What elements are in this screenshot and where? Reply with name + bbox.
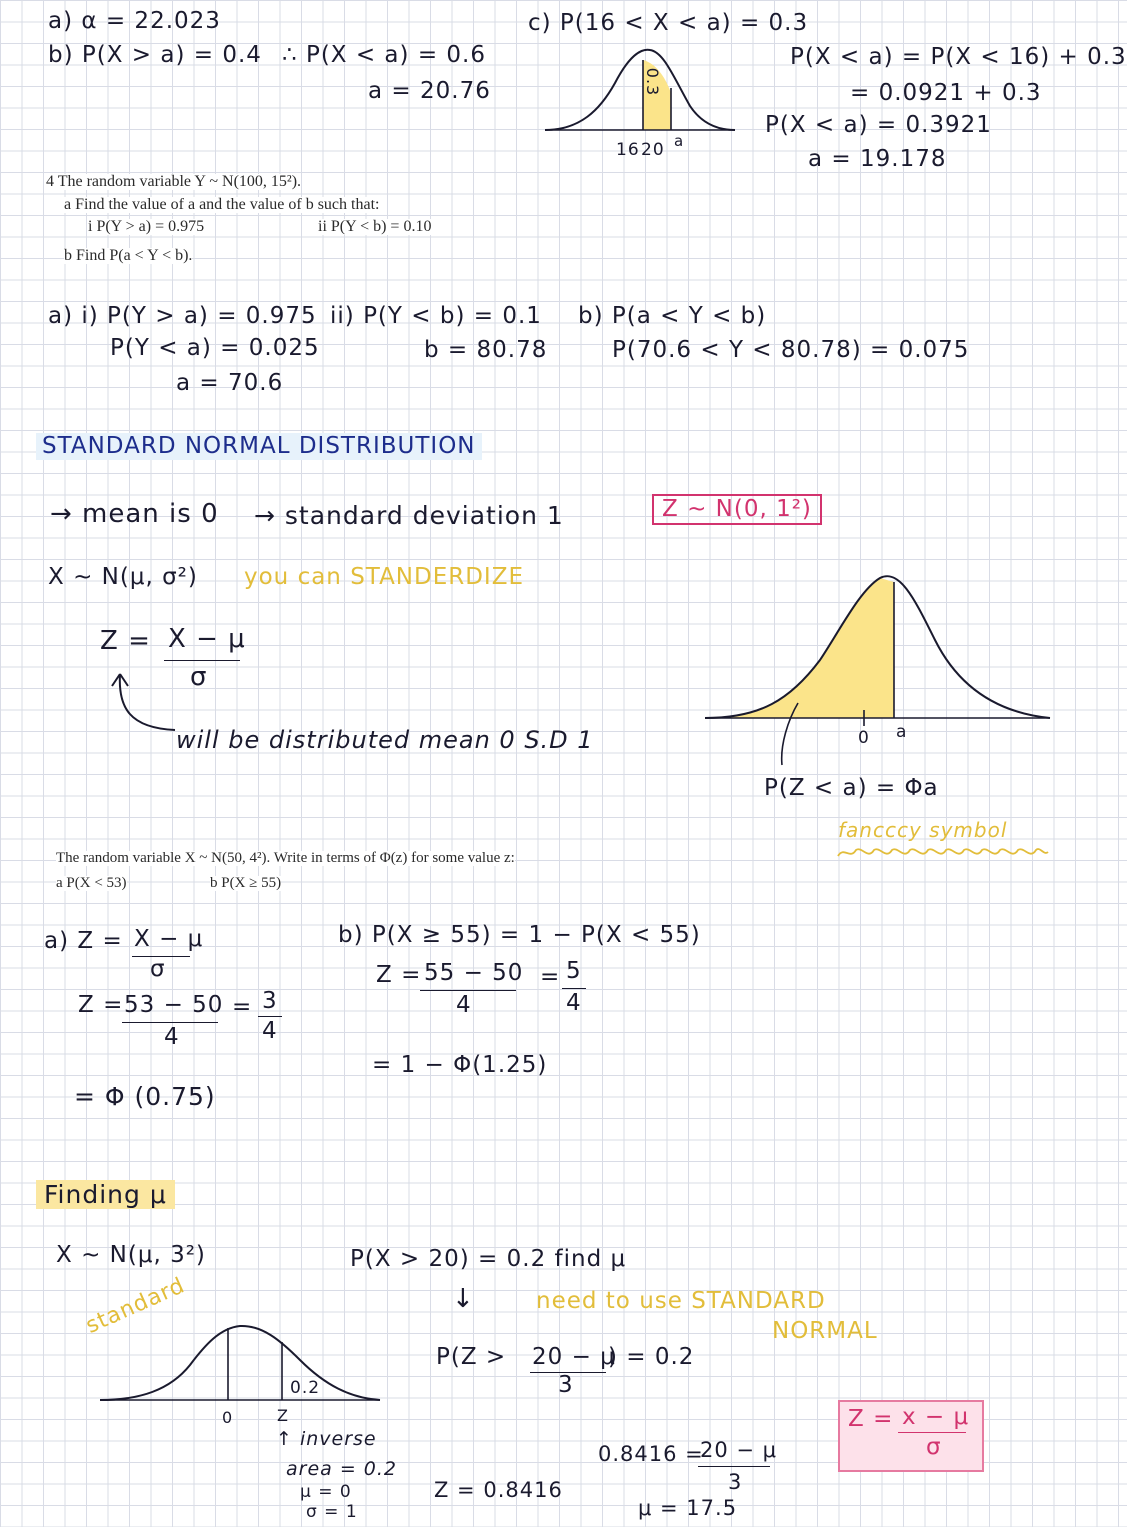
snd-standardize-left: X ~ N(μ, σ²) xyxy=(48,564,198,590)
a4-aii-2: b = 80.78 xyxy=(424,337,548,363)
finding-mu-inverse-1: ↑ inverse xyxy=(276,1428,377,1450)
top-b-therefore: ∴ P(X < a) = 0.6 xyxy=(282,42,486,68)
aphi-a-eq: = xyxy=(232,994,253,1020)
finding-mu-solve-fraction-bar xyxy=(698,1466,770,1467)
finding-mu-graph-02: 0.2 xyxy=(290,1378,321,1398)
snd-z-fraction-bar xyxy=(164,660,240,661)
aphi-b-denominator: 4 xyxy=(456,992,472,1018)
snd-phi-line: P(Z < a) = Φa xyxy=(764,775,939,801)
a4-ai-2: P(Y < a) = 0.025 xyxy=(110,335,320,361)
bell-curve-part-c-outline xyxy=(545,50,735,130)
a4-b-1: b) P(a < Y < b) xyxy=(578,303,767,329)
q4-part-b: b Find P(a < Y < b). xyxy=(64,247,193,264)
finding-mu-bell-curve xyxy=(90,1310,390,1410)
finding-mu-inverse-4: σ = 1 xyxy=(306,1502,358,1522)
finding-mu-p-z-denominator: 3 xyxy=(558,1372,574,1398)
aphi-a-z: Z = xyxy=(78,992,124,1018)
qphi-part-b: b P(X ≥ 55) xyxy=(210,875,282,891)
top-a-line: a) α = 22.023 xyxy=(48,8,221,34)
finding-mu-arrow: ↓ xyxy=(452,1284,475,1314)
q4-part-a: a Find the value of a and the value of b such that: xyxy=(64,196,380,213)
finding-mu-p-line: P(X > 20) = 0.2 find μ xyxy=(350,1246,627,1272)
aphi-b-z: Z = xyxy=(376,962,422,988)
top-c-line: c) P(16 < X < a) = 0.3 xyxy=(528,10,809,36)
top-c-step2: = 0.0921 + 0.3 xyxy=(850,80,1042,106)
finding-mu-inverse-2: area = 0.2 xyxy=(286,1458,398,1480)
aphi-a-fraction-bar3 xyxy=(258,1016,282,1017)
aphi-a-numerator2: 53 − 50 xyxy=(124,992,224,1018)
aphi-b-line1: b) P(X ≥ 55) = 1 − P(X < 55) xyxy=(338,922,701,948)
finding-mu-need-note-2: NORMAL xyxy=(772,1318,878,1344)
snd-standardize-right: you can STANDERDIZE xyxy=(244,564,525,590)
aphi-b-numerator: 55 − 50 xyxy=(424,960,524,986)
finding-mu-standard-label: standard xyxy=(82,1273,189,1339)
finding-mu-z-value: Z = 0.8416 xyxy=(434,1478,563,1502)
snd-graph-0: 0 xyxy=(858,728,870,748)
snd-sd-note: → standard deviation 1 xyxy=(254,501,564,530)
finding-mu-solve-numerator: 20 − μ xyxy=(700,1438,778,1462)
snd-distributed-note: will be distributed mean 0 S.D 1 xyxy=(176,726,594,754)
snd-mean-note: → mean is 0 xyxy=(50,499,219,529)
a4-b-2: P(70.6 < Y < 80.78) = 0.075 xyxy=(612,337,970,363)
finding-mu-heading: Finding μ xyxy=(36,1180,175,1209)
finding-mu-graph-0: 0 xyxy=(222,1408,234,1427)
aphi-a-numerator3: 3 xyxy=(262,988,278,1014)
aphi-b-denominator2: 4 xyxy=(566,990,582,1016)
finding-mu-graph-z: Z xyxy=(277,1406,289,1425)
aphi-a-fraction-bar2 xyxy=(122,1022,218,1023)
bell-curve-part-c-area-label: 0.3 xyxy=(643,67,663,97)
top-b-result: a = 20.76 xyxy=(368,78,491,104)
snd-z-denominator: σ xyxy=(190,662,208,692)
qphi-stem: The random variable X ~ N(50, 4²). Write in terms of Φ(z) for some value z: xyxy=(56,850,515,866)
q4-part-ai: i P(Y > a) = 0.975 xyxy=(88,218,205,235)
finding-mu-formula-numerator: x − μ xyxy=(902,1404,970,1430)
top-b-line: b) P(X > a) = 0.4 xyxy=(48,42,262,68)
bell-curve-part-c xyxy=(540,38,740,138)
snd-z-lhs: Z = xyxy=(100,626,151,656)
snd-notation: Z ~ N(0, 1²) xyxy=(652,494,822,525)
a4-ai-1: a) i) P(Y > a) = 0.975 xyxy=(48,303,317,329)
snd-bell-curve xyxy=(700,560,1060,730)
a4-ai-3: a = 70.6 xyxy=(176,370,284,396)
snd-graph-a: a xyxy=(896,722,908,742)
aphi-b-numerator2: 5 xyxy=(566,958,582,984)
aphi-a-denominator3: 4 xyxy=(262,1018,278,1044)
snd-bell-curve-shaded-area xyxy=(705,578,894,718)
bell-curve-part-c-16: 16 xyxy=(616,140,640,160)
aphi-a-denominator: σ xyxy=(150,956,166,982)
aphi-b-eq: = xyxy=(540,964,561,990)
finding-mu-dist: X ~ N(μ, 3²) xyxy=(56,1242,206,1268)
top-c-step1: P(X < a) = P(X < 16) + 0.3 xyxy=(790,44,1127,70)
finding-mu-solve-result: μ = 17.5 xyxy=(638,1496,738,1520)
finding-mu-bell-curve-outline xyxy=(100,1326,380,1400)
aphi-a-label: a) Z = xyxy=(44,928,123,954)
bell-curve-part-c-a: a xyxy=(674,132,685,150)
aphi-a-result: = Φ (0.75) xyxy=(74,1082,216,1111)
a4-aii-1: ii) P(Y < b) = 0.1 xyxy=(330,303,542,329)
top-c-result: a = 19.178 xyxy=(808,146,947,172)
finding-mu-formula-denominator: σ xyxy=(926,1434,942,1460)
snd-heading: STANDARD NORMAL DISTRIBUTION xyxy=(36,433,482,460)
aphi-b-result: = 1 − Φ(1.25) xyxy=(372,1052,548,1078)
aphi-b-fraction-bar2 xyxy=(562,988,586,989)
top-c-step3: P(X < a) = 0.3921 xyxy=(765,112,992,138)
snd-fancy-squiggle xyxy=(836,846,1051,860)
finding-mu-p-z-lhs: P(Z > xyxy=(436,1344,507,1370)
finding-mu-inverse-3: μ = 0 xyxy=(300,1482,352,1502)
qphi-part-a: a P(X < 53) xyxy=(56,875,127,891)
bell-curve-part-c-20: 20 xyxy=(641,140,665,160)
snd-fancy-note: fancccy symbol xyxy=(838,818,1008,842)
snd-z-numerator: X − μ xyxy=(168,624,246,654)
finding-mu-p-z-rhs: ) = 0.2 xyxy=(608,1344,695,1370)
aphi-a-denominator2: 4 xyxy=(164,1024,180,1050)
aphi-a-numerator: X − μ xyxy=(134,926,204,952)
aphi-b-fraction-bar xyxy=(420,990,516,991)
finding-mu-formula-fraction-bar xyxy=(898,1432,966,1433)
finding-mu-solve-denominator: 3 xyxy=(728,1470,743,1494)
finding-mu-p-z-numerator: 20 − μ xyxy=(532,1344,616,1370)
finding-mu-formula-box xyxy=(838,1400,984,1472)
q4-stem: 4 The random variable Y ~ N(100, 15²). xyxy=(46,173,302,190)
finding-mu-solve-lhs: 0.8416 = xyxy=(598,1442,704,1466)
finding-mu-formula-lhs: Z = xyxy=(848,1406,894,1432)
q4-part-aii: ii P(Y < b) = 0.10 xyxy=(318,218,432,235)
finding-mu-need-note-1: need to use STANDARD xyxy=(536,1288,826,1314)
